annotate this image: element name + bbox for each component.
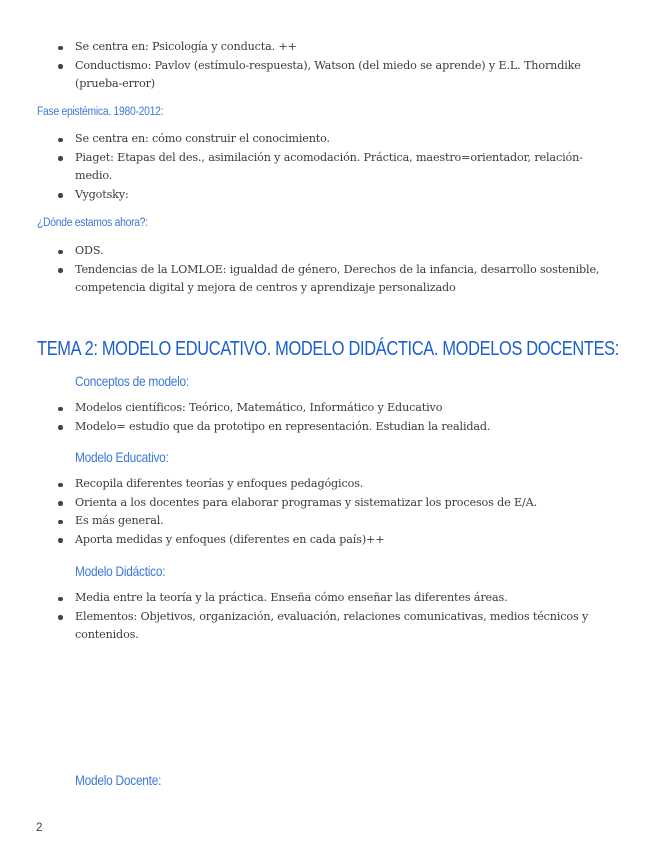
list-item: Recopila diferentes teorías y enfoques pedagógicos. — [0, 475, 655, 494]
list-item: Es más general. — [0, 512, 655, 531]
list-item: Modelos científicos: Teórico, Matemático, Informático y Educativo — [0, 399, 655, 418]
conceptos-list — [0, 399, 655, 436]
list-item: Modelo= estudio que da prototipo en representación. Estudian la realidad. — [0, 418, 655, 437]
list-item: Media entre la teoría y la práctica. Enseña cómo enseñar las diferentes áreas. — [0, 589, 655, 608]
list-item: Elementos: Objetivos, organización, evaluación, relaciones comunicativas, medios técnicos y contenidos. — [0, 608, 655, 645]
ahora-section — [0, 242, 655, 298]
page-number: 2 — [36, 822, 43, 834]
tema2-title: TEMA 2: MODELO EDUCATIVO. MODELO DIDÁCTICA. MODELOS DOCENTES: — [37, 338, 620, 360]
list-item: Se centra en: Psicología y conducta. ++ — [0, 38, 655, 57]
modelo-educativo-section — [0, 475, 655, 549]
conductismo-section — [0, 38, 655, 94]
heading-modelo-docente: Modelo Docente: — [75, 772, 162, 788]
list-item: Orienta a los docentes para elaborar programas y sistematizar los procesos de E/A. — [0, 494, 655, 513]
modelo-didactico-section — [0, 589, 655, 645]
heading-modelo-didactico: Modelo Didáctico: — [75, 563, 166, 579]
conceptos-section — [0, 399, 655, 436]
modelo-educativo-list — [0, 475, 655, 549]
list-item: Conductismo: Pavlov (estímulo-respuesta), Watson (del miedo se aprende) y E.L. Thorndike (prueba-error) — [0, 57, 655, 94]
heading-conceptos-modelo: Conceptos de modelo: — [75, 373, 189, 389]
list-item: Se centra en: cómo construir el conocimiento. — [0, 130, 655, 149]
list-item: ODS. — [0, 242, 655, 261]
heading-donde-estamos: ¿Dónde estamos ahora?: — [37, 217, 148, 229]
heading-modelo-educativo: Modelo Educativo: — [75, 449, 169, 465]
heading-fase-epistemica: Fase epistémica. 1980-2012: — [37, 106, 164, 118]
list-item: Piaget: Etapas del des., asimilación y acomodación. Práctica, maestro=orientador, relación-medio. — [0, 149, 655, 186]
epistemica-list — [0, 130, 655, 204]
list-item: Vygotsky: — [0, 186, 655, 205]
list-item: Aporta medidas y enfoques (diferentes en cada país)++ — [0, 531, 655, 550]
ahora-list — [0, 242, 655, 298]
conductismo-list — [0, 38, 655, 94]
modelo-didactico-list — [0, 589, 655, 645]
epistemica-section — [0, 130, 655, 204]
list-item: Tendencias de la LOMLOE: igualdad de género, Derechos de la infancia, desarrollo sostenible, competencia digital y mejora de centros y aprendizaje personalizado — [0, 261, 655, 298]
